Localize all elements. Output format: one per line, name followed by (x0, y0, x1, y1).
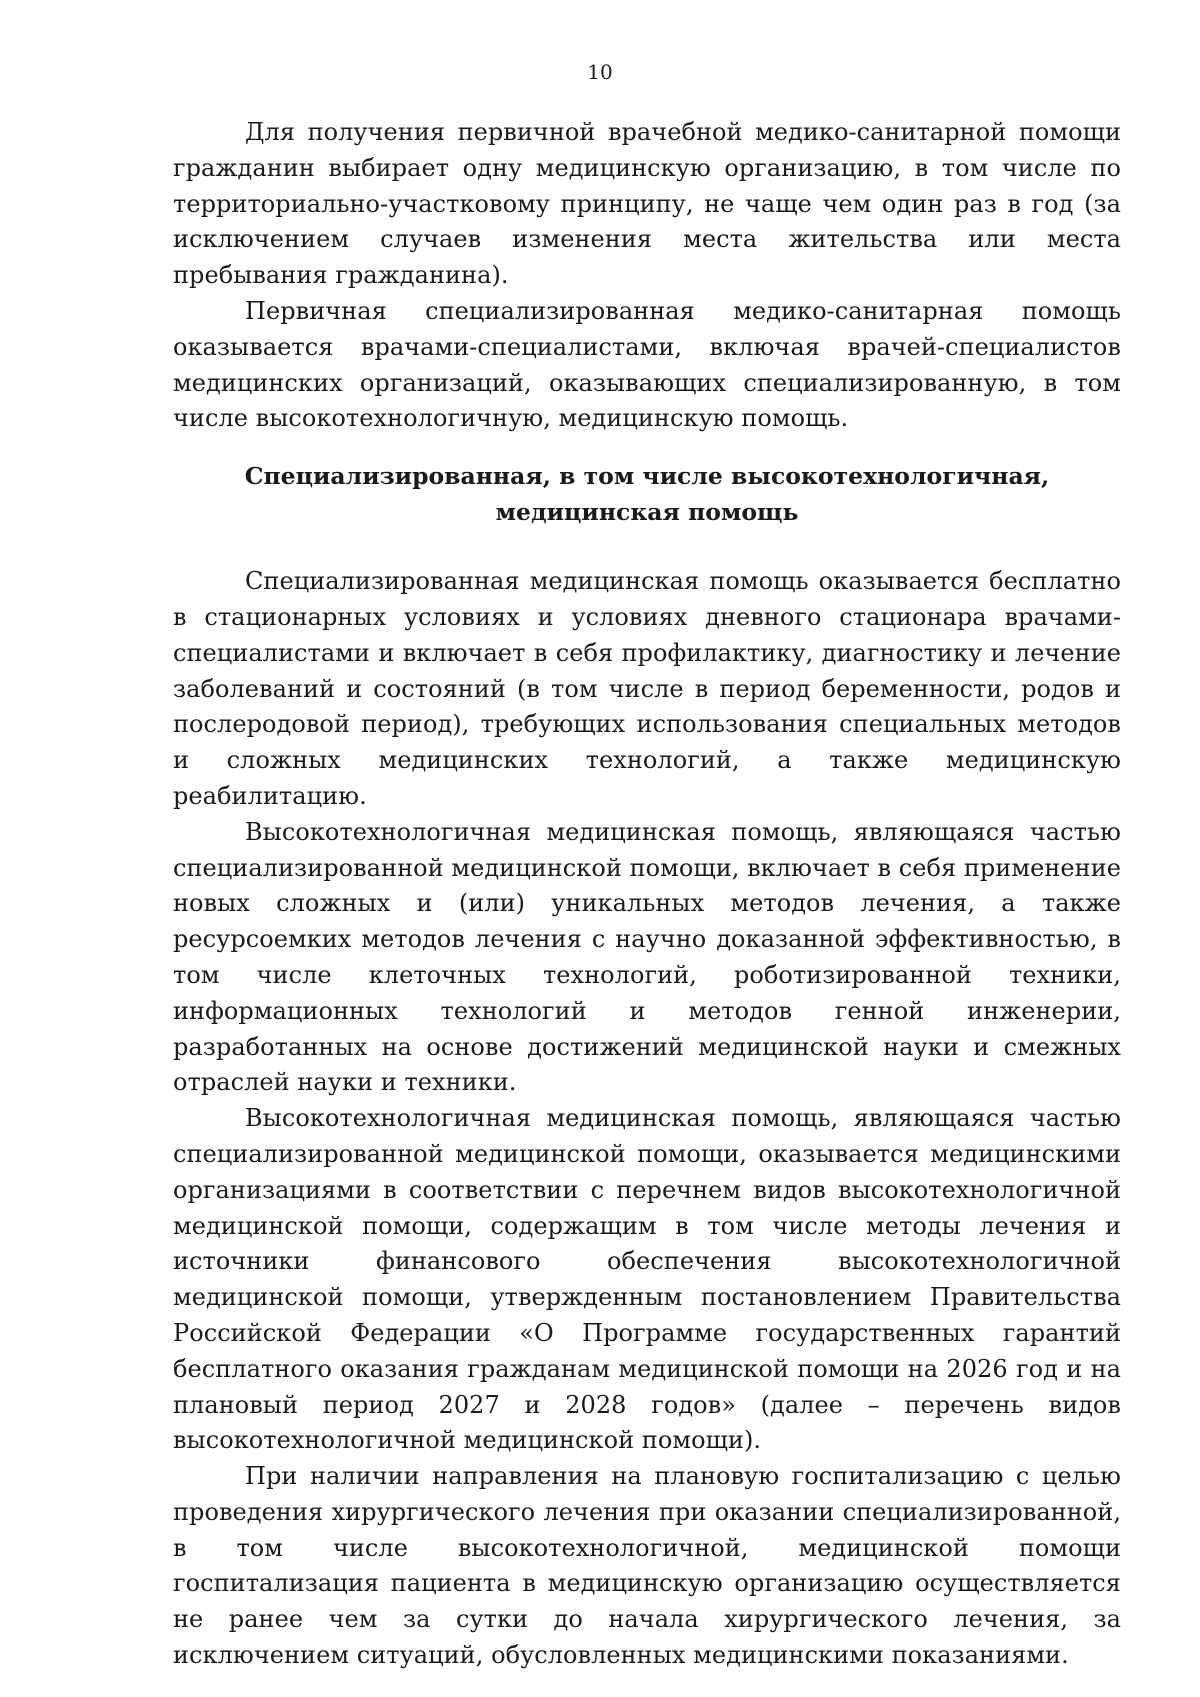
document-body (173, 115, 1121, 1674)
page-number: 10 (587, 60, 613, 84)
paragraph-planned-hospitalization: При наличии направления на плановую госпитализацию с целью проведения хирургического лечения при оказании специализированной, в том числе высокотехнологичной, медицинской помощи госпитализация пациента в медицинскую организацию осуществляется не ранее чем за сутки до начала хирургического лечения, за исключением ситуаций, обусловленных медицинскими показаниями. (173, 1462, 1121, 1670)
paragraph-high-tech-care-list: Высокотехнологичная медицинская помощь, являющаяся частью специализированной медицинской помощи, оказывается медицинскими организациями в соответствии с перечнем видов высокотехнологичной медицинской помощи, содержащим в том числе методы лечения и источники финансового обеспечения высокотехнологичной медицинской помощи, утвержденным постановлением Правительства Российской Федерации «О Программе государственных гарантий бесплатного оказания гражданам медицинской помощи на 2026 год и на плановый период 2027 и 2028 годов» (далее – перечень видов высокотехнологичной медицинской помощи). (173, 1104, 1121, 1455)
section-heading-line-2: медицинская помощь (495, 498, 799, 527)
heading-spacer (173, 550, 1121, 564)
paragraph-primary-specialized-care: Первичная специализированная медико-санитарная помощь оказывается врачами-специалистами, включая врачей-специалистов медицинских организаций, оказывающих специализированную, в том числе высокотехнологичную, медицинскую помощь. (173, 296, 1121, 433)
paragraph-primary-care-choice: Для получения первичной врачебной медико-санитарной помощи гражданин выбирает одну медицинскую организацию, в том числе по территориально-участковому принципу, не чаще чем один раз в год (за исключением случаев изменения места жительства или места пребывания гражданина). (173, 118, 1121, 290)
paragraph-high-tech-care-definition: Высокотехнологичная медицинская помощь, являющаяся частью специализированной медицинской помощи, включает в себя применение новых сложных и (или) уникальных методов лечения, а также ресурсоемких методов лечения с научно доказанной эффективностью, в том числе клеточных технологий, роботизированной техники, информационных технологий и методов генной инженерии, разработанных на основе достижений медицинской науки и смежных отраслей науки и техники. (173, 817, 1121, 1097)
section-heading-line-1: Специализированная, в том числе высокотехнологичная, (244, 462, 1050, 491)
section-heading (173, 458, 1121, 530)
paragraph-specialized-care: Специализированная медицинская помощь оказывается бесплатно в стационарных условиях и условиях дневного стационара врачами-специалистами и включает в себя профилактику, диагностику и лечение заболеваний и состояний (в том числе в период беременности, родов и послеродовой период), требующих использования специальных методов и сложных медицинских технологий, а также медицинскую реабилитацию. (173, 567, 1121, 810)
